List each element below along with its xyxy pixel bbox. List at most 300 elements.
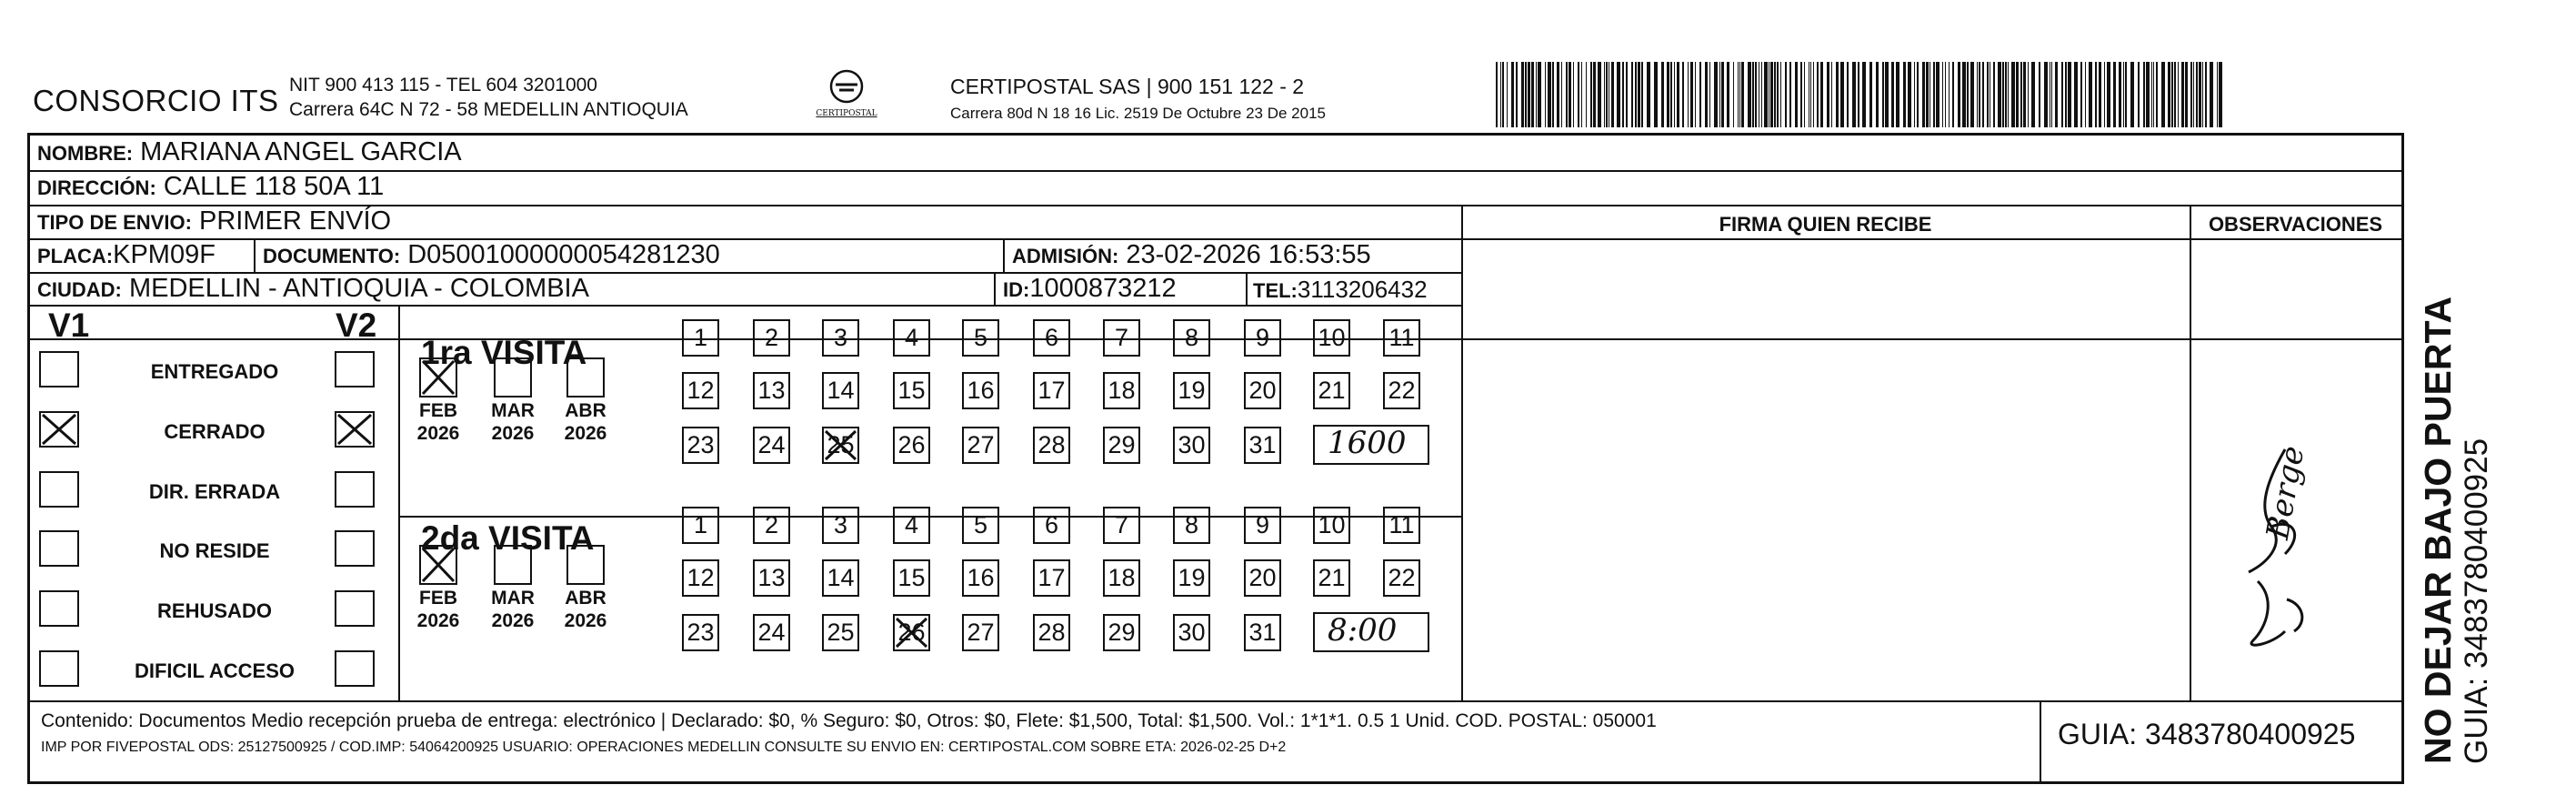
direccion-label: DIRECCIÓN: bbox=[37, 176, 156, 199]
documento-field bbox=[263, 240, 720, 270]
visit1-day-15[interactable]: 15 bbox=[893, 372, 930, 409]
visit2-day-6[interactable]: 6 bbox=[1033, 507, 1070, 544]
admision-label: ADMISIÓN: bbox=[1012, 245, 1119, 267]
ciudad-label: CIUDAD: bbox=[37, 278, 122, 301]
visit1-day-29[interactable]: 29 bbox=[1103, 427, 1140, 464]
visit2-day-3[interactable]: 3 bbox=[822, 507, 859, 544]
visit2-day-16[interactable]: 16 bbox=[962, 559, 999, 597]
barcode-bar bbox=[2181, 62, 2184, 127]
month-year: 2026 bbox=[416, 423, 460, 444]
visit2-day-29[interactable]: 29 bbox=[1103, 614, 1140, 651]
nombre-label: NOMBRE: bbox=[37, 142, 134, 165]
visit2-day-11[interactable]: 11 bbox=[1383, 507, 1420, 544]
month-name: FEB bbox=[419, 588, 457, 609]
barcode-bar bbox=[1804, 62, 1805, 127]
signature-text: Berge bbox=[2260, 443, 2312, 542]
barcode-bar bbox=[1727, 62, 1729, 127]
visit1-month-label-abr bbox=[558, 399, 613, 445]
certipostal-logo bbox=[814, 68, 879, 130]
v2-check-mark bbox=[336, 413, 373, 446]
visit1-month-label-mar bbox=[486, 399, 540, 445]
placa-value: KPM09F bbox=[113, 240, 216, 269]
visit1-day-11[interactable]: 11 bbox=[1383, 319, 1420, 357]
barcode-bar bbox=[2119, 62, 2121, 127]
visit2-title: 2da VISITA bbox=[421, 519, 595, 557]
status-label-dir-errada: DIR. ERRADA bbox=[148, 480, 281, 503]
visit2-day-28[interactable]: 28 bbox=[1033, 614, 1070, 651]
barcode-bar bbox=[1552, 62, 1554, 127]
visit1-day-30[interactable]: 30 bbox=[1173, 427, 1210, 464]
visit1-day-10[interactable]: 10 bbox=[1313, 319, 1350, 357]
company-nit: NIT 900 413 115 - TEL 604 3201000 bbox=[289, 75, 597, 96]
barcode-bar bbox=[1674, 62, 1675, 127]
barcode-bar bbox=[1755, 62, 1757, 127]
barcode-bar bbox=[1502, 62, 1504, 127]
barcode-bar bbox=[2171, 62, 2173, 127]
barcode-bar bbox=[1677, 62, 1679, 127]
barcode-bar bbox=[1635, 62, 1637, 127]
visit1-month-checkbox-mar[interactable] bbox=[494, 357, 532, 398]
barcode-bar bbox=[2161, 62, 2165, 127]
barcode-bar bbox=[1789, 62, 1791, 127]
month-name: ABR bbox=[565, 400, 606, 421]
visit1-day-14[interactable]: 14 bbox=[822, 372, 859, 409]
visit2-month-checkbox-abr[interactable] bbox=[566, 545, 605, 585]
barcode-bar bbox=[1516, 62, 1518, 127]
tipo-value: PRIMER ENVÍO bbox=[198, 206, 392, 236]
barcode-bar bbox=[1586, 62, 1587, 127]
visit1-day-13[interactable]: 13 bbox=[753, 372, 790, 409]
barcode-bar bbox=[2156, 62, 2158, 127]
barcode-bar bbox=[1647, 62, 1650, 127]
barcode-bar bbox=[2193, 62, 2194, 127]
visit1-month-checkbox-abr[interactable] bbox=[566, 357, 605, 398]
v1-checkbox-dificil-acceso[interactable] bbox=[39, 650, 79, 687]
visit2-day-10[interactable]: 10 bbox=[1313, 507, 1350, 544]
barcode-bar bbox=[1557, 62, 1559, 127]
barcode-bar bbox=[2002, 62, 2004, 127]
visit1-day-28[interactable]: 28 bbox=[1033, 427, 1070, 464]
courier-details bbox=[950, 73, 1326, 127]
visit2-day-23[interactable]: 23 bbox=[682, 614, 719, 651]
visit1-day-22[interactable]: 22 bbox=[1383, 372, 1420, 409]
visit2-month-check-mark bbox=[421, 547, 456, 583]
visit1-day-1[interactable]: 1 bbox=[682, 319, 719, 357]
barcode-bar bbox=[1929, 62, 1930, 127]
visit1-day-20[interactable]: 20 bbox=[1244, 372, 1281, 409]
barcode-bar bbox=[2055, 62, 2058, 127]
barcode-bar bbox=[1521, 62, 1524, 127]
barcode-bar bbox=[2085, 62, 2086, 127]
status-label-cerrado: CERRADO bbox=[164, 420, 266, 443]
barcode-bar bbox=[1566, 62, 1568, 127]
visit1-month-check-mark bbox=[421, 359, 456, 396]
v1-checkbox-entregado[interactable] bbox=[39, 351, 79, 387]
barcode-bar bbox=[1903, 62, 1906, 127]
side-warning: NO DEJAR BAJO PUERTA bbox=[2417, 296, 2459, 764]
month-year: 2026 bbox=[564, 423, 607, 444]
certipostal-logo-text: CERTIPOSTAL bbox=[816, 109, 877, 118]
visit1-day-2[interactable]: 2 bbox=[753, 319, 790, 357]
visit1-day-18[interactable]: 18 bbox=[1103, 372, 1140, 409]
visit1-day-16[interactable]: 16 bbox=[962, 372, 999, 409]
ciudad-field bbox=[37, 274, 589, 304]
status-label-entregado: ENTREGADO bbox=[150, 360, 279, 383]
barcode-bar bbox=[1705, 62, 1708, 127]
footer-contents: Contenido: Documentos Medio recepción prueba de entrega: electrónico | Declarado: $0, % Seguro: $0, Otros: $0, Flete: $1,500, Total: $1,500. Vol.: 1*1*1. 0.5 1 Unid. COD. POSTAL: 050001 bbox=[41, 710, 1657, 731]
barcode-bar bbox=[1977, 62, 1978, 127]
footer-print-info: IMP POR FIVEPOSTAL ODS: 25127500925 / COD.IMP: 54064200925 USUARIO: OPERACIONES MEDELLIN CONSULTE SU ENVIO EN: CERTIPOSTAL.COM SOBRE ETA: 2026-02-25 D+2 bbox=[41, 740, 1287, 755]
courier-address: Carrera 80d N 18 16 Lic. 2519 De Octubre 23 De 2015 bbox=[950, 105, 1326, 122]
status-label-no-reside: NO RESIDE bbox=[159, 539, 270, 562]
barcode-bar bbox=[2016, 62, 2019, 127]
visit1-day-9[interactable]: 9 bbox=[1244, 319, 1281, 357]
visit2-day-17[interactable]: 17 bbox=[1033, 559, 1070, 597]
barcode-bar bbox=[2185, 62, 2188, 127]
footer-guia: GUIA: 3483780400925 bbox=[2058, 718, 2356, 750]
visit2-day-22[interactable]: 22 bbox=[1383, 559, 1420, 597]
visit2-day-4[interactable]: 4 bbox=[893, 507, 930, 544]
barcode-bar bbox=[1885, 62, 1889, 127]
barcode-bar bbox=[1831, 62, 1832, 127]
id-value: 1000873212 bbox=[1029, 274, 1177, 303]
barcode-bar bbox=[2205, 62, 2207, 127]
barcode-bar bbox=[1914, 62, 1915, 127]
barcode-bar bbox=[2190, 62, 2192, 127]
barcode-bar bbox=[1936, 62, 1940, 127]
barcode-bar bbox=[1967, 62, 1969, 127]
admision-value: 23-02-2026 16:53:55 bbox=[1126, 240, 1371, 269]
barcode-bar bbox=[2153, 62, 2154, 127]
barcode-bar bbox=[2028, 62, 2029, 127]
barcode-bar bbox=[1770, 62, 1773, 127]
visit1-day-24[interactable]: 24 bbox=[753, 427, 790, 464]
barcode-bar bbox=[2125, 62, 2127, 127]
direccion-row bbox=[37, 172, 384, 202]
barcode-bar bbox=[2099, 62, 2101, 127]
visit1-day-check-mark bbox=[824, 429, 857, 461]
visit2-day-13[interactable]: 13 bbox=[753, 559, 790, 597]
courier-name: CERTIPOSTAL SAS | 900 151 122 - 2 bbox=[950, 75, 1305, 98]
barcode-bar bbox=[1840, 62, 1844, 127]
barcode-bar bbox=[1709, 62, 1710, 127]
barcode-bar bbox=[1896, 62, 1899, 127]
v1-checkbox-no-reside[interactable] bbox=[39, 530, 79, 567]
visit2-day-24[interactable]: 24 bbox=[753, 614, 790, 651]
visit2-day-26[interactable]: 26 bbox=[893, 614, 930, 651]
barcode-bar bbox=[1774, 62, 1776, 127]
visit1-day-4[interactable]: 4 bbox=[893, 319, 930, 357]
direccion-value: CALLE 118 50A 11 bbox=[163, 172, 385, 201]
visit2-month-label-mar bbox=[486, 587, 540, 632]
barcode-bar bbox=[2151, 62, 2152, 127]
barcode-bar bbox=[2178, 62, 2179, 127]
nombre-value: MARIANA ANGEL GARCIA bbox=[140, 137, 462, 166]
barcode-bar bbox=[1908, 62, 1911, 127]
visit1-day-25[interactable]: 25 bbox=[822, 427, 859, 464]
placa-label: PLACA: bbox=[37, 245, 114, 267]
barcode-bar bbox=[1500, 62, 1501, 127]
visit2-day-5[interactable]: 5 bbox=[962, 507, 999, 544]
visit1-day-21[interactable]: 21 bbox=[1313, 372, 1350, 409]
barcode-bar bbox=[2130, 62, 2134, 127]
visit1-day-27[interactable]: 27 bbox=[962, 427, 999, 464]
status-label-dificil-acceso: DIFICIL ACCESO bbox=[134, 659, 295, 682]
barcode-bar bbox=[2104, 62, 2105, 127]
v2-header: V2 bbox=[336, 307, 377, 344]
visit2-month-label-abr bbox=[558, 587, 613, 632]
barcode-bar bbox=[1922, 62, 1925, 127]
barcode-bar bbox=[1748, 62, 1751, 127]
barcode-bar bbox=[1982, 62, 1984, 127]
barcode-bar bbox=[2008, 62, 2009, 127]
barcode-bar bbox=[1987, 62, 1989, 127]
visit2-handwritten-time: 8:00 bbox=[1328, 612, 1398, 649]
barcode-bar bbox=[1667, 62, 1669, 127]
barcode-bar bbox=[2146, 62, 2150, 127]
barcode-bar bbox=[1820, 62, 1823, 127]
side-guia: GUIA: 3483780400925 bbox=[2459, 438, 2494, 764]
month-name: MAR bbox=[491, 588, 535, 609]
documento-value: D05001000000054281230 bbox=[407, 240, 720, 269]
barcode-bar bbox=[2020, 62, 2022, 127]
barcode-bar bbox=[1942, 62, 1943, 127]
barcode-bar bbox=[1958, 62, 1960, 127]
barcode-bar bbox=[1536, 62, 1537, 127]
barcode-bar bbox=[1690, 62, 1693, 127]
barcode-bar bbox=[2095, 62, 2097, 127]
id-label: ID: bbox=[1003, 278, 1030, 301]
barcode-bar bbox=[1714, 62, 1718, 127]
barcode-bar bbox=[1847, 62, 1849, 127]
visit2-day-19[interactable]: 19 bbox=[1173, 559, 1210, 597]
barcode-bar bbox=[1813, 62, 1814, 127]
barcode-bar bbox=[1719, 62, 1720, 127]
barcode-bar bbox=[1738, 62, 1739, 127]
visit1-day-26[interactable]: 26 bbox=[893, 427, 930, 464]
barcode-bar bbox=[1817, 62, 1819, 127]
tipo-row bbox=[37, 206, 391, 236]
v2-checkbox-rehusado[interactable] bbox=[335, 590, 375, 627]
barcode-bar bbox=[2196, 62, 2198, 127]
v1-checkbox-rehusado[interactable] bbox=[39, 590, 79, 627]
barcode-bar bbox=[2080, 62, 2082, 127]
v2-checkbox-dificil-acceso[interactable] bbox=[335, 650, 375, 687]
visit1-day-5[interactable]: 5 bbox=[962, 319, 999, 357]
barcode-bar bbox=[1511, 62, 1514, 127]
barcode-bar bbox=[2123, 62, 2124, 127]
barcode-bar bbox=[2089, 62, 2092, 127]
v2-checkbox-dir-errada[interactable] bbox=[335, 471, 375, 508]
nombre-row bbox=[37, 137, 462, 167]
visit2-day-9[interactable]: 9 bbox=[1244, 507, 1281, 544]
v2-checkbox-no-reside[interactable] bbox=[335, 530, 375, 567]
visit1-day-19[interactable]: 19 bbox=[1173, 372, 1210, 409]
barcode-bar bbox=[1891, 62, 1894, 127]
barcode-bar bbox=[1926, 62, 1929, 127]
barcode-bar bbox=[1800, 62, 1802, 127]
barcode-bar bbox=[1626, 62, 1628, 127]
visit2-day-14[interactable]: 14 bbox=[822, 559, 859, 597]
visit1-day-3[interactable]: 3 bbox=[822, 319, 859, 357]
barcode-bar bbox=[1641, 62, 1643, 127]
barcode-bar bbox=[1654, 62, 1658, 127]
barcode-bar bbox=[1638, 62, 1640, 127]
barcode-bar bbox=[2168, 62, 2170, 127]
barcode-bar bbox=[1876, 62, 1879, 127]
firma-header: FIRMA QUIEN RECIBE bbox=[1719, 213, 1932, 236]
tipo-label: TIPO DE ENVIO: bbox=[37, 211, 192, 234]
visit2-day-25[interactable]: 25 bbox=[822, 614, 859, 651]
visit1-day-23[interactable]: 23 bbox=[682, 427, 719, 464]
company-name: CONSORCIO ITS bbox=[33, 84, 279, 117]
month-year: 2026 bbox=[564, 610, 607, 631]
barcode-bar bbox=[2138, 62, 2140, 127]
barcode-bar bbox=[1561, 62, 1562, 127]
visit2-day-12[interactable]: 12 bbox=[682, 559, 719, 597]
delivery-form bbox=[27, 133, 2404, 784]
visit2-day-30[interactable]: 30 bbox=[1173, 614, 1210, 651]
barcode-bar bbox=[1617, 62, 1620, 127]
barcode-bar bbox=[2031, 62, 2035, 127]
barcode-bar bbox=[2005, 62, 2007, 127]
barcode-bar bbox=[1917, 62, 1919, 127]
barcode-bar bbox=[2217, 62, 2218, 127]
month-year: 2026 bbox=[491, 610, 535, 631]
barcode-bar bbox=[1545, 62, 1546, 127]
barcode-bar bbox=[1507, 62, 1508, 127]
barcode-bar bbox=[1869, 62, 1872, 127]
company-details bbox=[289, 73, 688, 122]
barcode-bar bbox=[2107, 62, 2110, 127]
barcode-bar bbox=[1882, 62, 1884, 127]
id-field bbox=[1003, 274, 1177, 304]
visit1-day-8[interactable]: 8 bbox=[1173, 319, 1210, 357]
visit1-month-label-feb bbox=[411, 399, 466, 445]
barcode-bar bbox=[2174, 62, 2176, 127]
month-name: MAR bbox=[491, 400, 535, 421]
barcode-bar bbox=[1695, 62, 1696, 127]
barcode-bar bbox=[1979, 62, 1980, 127]
visit1-day-6[interactable]: 6 bbox=[1033, 319, 1070, 357]
barcode-bar bbox=[1761, 62, 1762, 127]
barcode-bar bbox=[1606, 62, 1608, 127]
barcode-bar bbox=[1670, 62, 1672, 127]
visit1-day-31[interactable]: 31 bbox=[1244, 427, 1281, 464]
visit1-day-7[interactable]: 7 bbox=[1103, 319, 1140, 357]
visit1-day-12[interactable]: 12 bbox=[682, 372, 719, 409]
visit2-day-27[interactable]: 27 bbox=[962, 614, 999, 651]
v1-checkbox-dir-errada[interactable] bbox=[39, 471, 79, 508]
barcode-bar bbox=[1682, 62, 1684, 127]
tel-value: 3113206432 bbox=[1297, 276, 1428, 303]
barcode-bar bbox=[2202, 62, 2203, 127]
visit2-day-check-mark bbox=[895, 617, 928, 649]
barcode-bar bbox=[1858, 62, 1859, 127]
visit2-day-18[interactable]: 18 bbox=[1103, 559, 1140, 597]
barcode-bar bbox=[2074, 62, 2078, 127]
barcode-bar bbox=[1538, 62, 1541, 127]
barcode-bar bbox=[1604, 62, 1605, 127]
barcode-bar bbox=[1795, 62, 1798, 127]
barcode-bar bbox=[1993, 62, 1995, 127]
barcode-bar bbox=[1525, 62, 1527, 127]
tel-label: TEL: bbox=[1253, 279, 1298, 302]
visit1-title: 1ra VISITA bbox=[421, 334, 587, 371]
barcode-bar bbox=[1531, 62, 1534, 127]
side-notice bbox=[2417, 297, 2495, 764]
placa-field bbox=[37, 240, 216, 270]
month-name: FEB bbox=[419, 400, 457, 421]
visit1-day-17[interactable]: 17 bbox=[1033, 372, 1070, 409]
barcode-bar bbox=[1688, 62, 1689, 127]
barcode-bar bbox=[1739, 62, 1740, 127]
v1-check-mark bbox=[41, 413, 77, 446]
barcode-bar bbox=[1949, 62, 1950, 127]
barcode-bar bbox=[1970, 62, 1974, 127]
month-name: ABR bbox=[565, 588, 606, 609]
barcode-bar bbox=[1962, 62, 1966, 127]
company-address: Carrera 64C N 72 - 58 MEDELLIN ANTIOQUIA bbox=[289, 99, 688, 120]
barcode-bar bbox=[1998, 62, 2001, 127]
barcode-bar bbox=[1945, 62, 1946, 127]
barcode-bar bbox=[2044, 62, 2048, 127]
barcode-bar bbox=[1496, 62, 1498, 127]
barcode-bar bbox=[1810, 62, 1811, 127]
visit2-day-20[interactable]: 20 bbox=[1244, 559, 1281, 597]
barcode-bar bbox=[1836, 62, 1839, 127]
observaciones-header: OBSERVACIONES bbox=[2208, 213, 2383, 236]
barcode-bar bbox=[1741, 62, 1744, 127]
barcode-bar bbox=[1699, 62, 1701, 127]
barcode-bar bbox=[2219, 62, 2222, 127]
visit2-day-15[interactable]: 15 bbox=[893, 559, 930, 597]
month-year: 2026 bbox=[416, 610, 460, 631]
barcode-bar bbox=[1590, 62, 1592, 127]
barcode-bar bbox=[1578, 62, 1579, 127]
barcode-bar bbox=[2051, 62, 2052, 127]
barcode-bar bbox=[2210, 62, 2213, 127]
barcode-bar bbox=[2199, 62, 2201, 127]
v2-checkbox-entregado[interactable] bbox=[335, 351, 375, 387]
admision-field bbox=[1012, 240, 1371, 270]
barcode-bar bbox=[1573, 62, 1574, 127]
barcode-bar bbox=[1622, 62, 1624, 127]
barcode-bar bbox=[1611, 62, 1614, 127]
visit2-day-1[interactable]: 1 bbox=[682, 507, 719, 544]
barcode bbox=[1496, 62, 2223, 127]
barcode-bar bbox=[1777, 62, 1779, 127]
month-year: 2026 bbox=[491, 423, 535, 444]
barcode-bar bbox=[1598, 62, 1601, 127]
barcode-bar bbox=[1785, 62, 1787, 127]
visit2-day-8[interactable]: 8 bbox=[1173, 507, 1210, 544]
barcode-bar bbox=[2065, 62, 2067, 127]
barcode-bar bbox=[2061, 62, 2063, 127]
barcode-bar bbox=[1933, 62, 1935, 127]
barcode-bar bbox=[1852, 62, 1856, 127]
visit2-day-2[interactable]: 2 bbox=[753, 507, 790, 544]
visit2-day-31[interactable]: 31 bbox=[1244, 614, 1281, 651]
visit2-day-21[interactable]: 21 bbox=[1313, 559, 1350, 597]
certipostal-logo-icon bbox=[828, 68, 865, 105]
visit2-day-7[interactable]: 7 bbox=[1103, 507, 1140, 544]
visit2-month-checkbox-mar[interactable] bbox=[494, 545, 532, 585]
barcode-bar bbox=[2143, 62, 2145, 127]
documento-label: DOCUMENTO: bbox=[263, 245, 401, 267]
barcode-bar bbox=[2039, 62, 2040, 127]
barcode-bar bbox=[1780, 62, 1781, 127]
